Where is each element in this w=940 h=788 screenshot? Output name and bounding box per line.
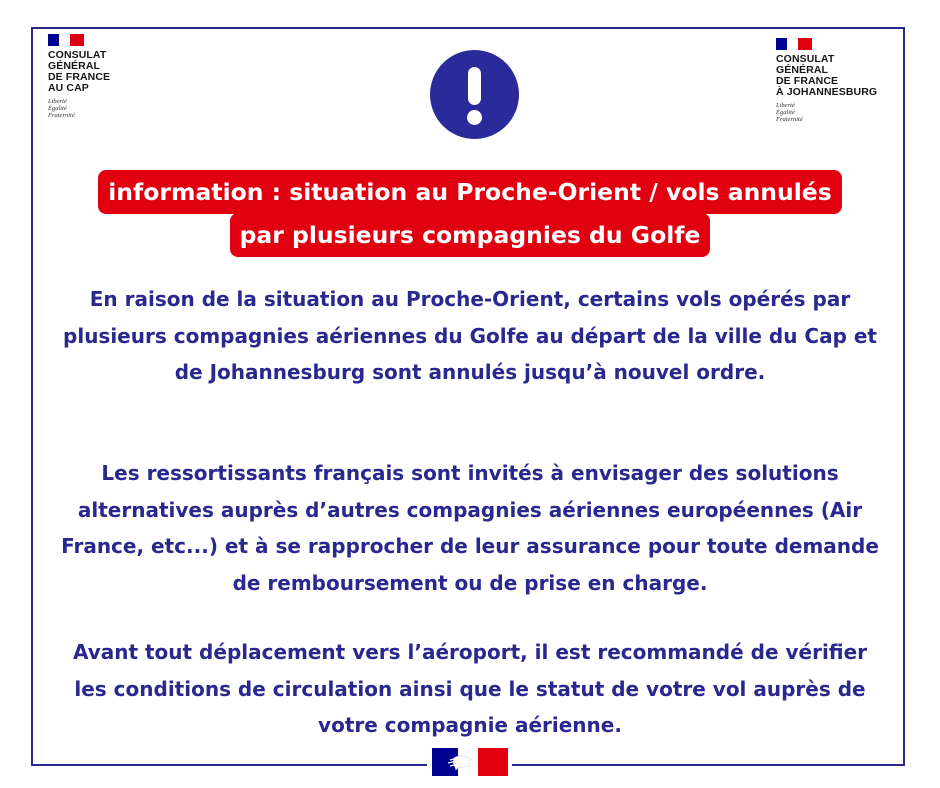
logo-motto bbox=[776, 102, 877, 123]
logo-org-line: À JOHANNESBURG bbox=[776, 86, 878, 98]
exclamation-icon bbox=[430, 50, 519, 139]
logo-consulat-johannesburg bbox=[776, 38, 877, 123]
logo-org-line: AU CAP bbox=[48, 82, 89, 94]
headline-line-1: information : situation au Proche-Orient / vols annulés bbox=[98, 170, 842, 214]
frame-bottom-line-right bbox=[512, 764, 905, 766]
marianne-flag-icon bbox=[428, 744, 512, 780]
frame-bottom-line-left bbox=[31, 764, 427, 766]
logo-org-line: DE FRANCE bbox=[48, 71, 111, 83]
exclamation-bar bbox=[468, 67, 481, 105]
motto-line: Fraternité bbox=[48, 112, 75, 119]
paragraph-before-travel: Avant tout déplacement vers l’aéroport, il est recommandé de vérifier les conditions de circulation ainsi que le statut de votre vol auprès de votre compagnie aérienne. bbox=[72, 640, 868, 737]
logo-org-name bbox=[48, 50, 110, 94]
motto-line: Fraternité bbox=[776, 116, 803, 123]
motto-line: Liberté bbox=[48, 98, 67, 105]
logo-org-line: GÉNÉRAL bbox=[776, 64, 829, 76]
logo-org-line: DE FRANCE bbox=[776, 75, 839, 87]
headline-line-1-wrap bbox=[67, 170, 873, 214]
headline-line-2: par plusieurs compagnies du Golfe bbox=[230, 213, 711, 257]
logo-org-line: CONSULAT bbox=[776, 53, 835, 65]
exclamation-dot bbox=[467, 110, 482, 125]
logo-motto bbox=[48, 98, 110, 119]
logo-org-name bbox=[776, 54, 877, 98]
motto-line: Égalité bbox=[48, 105, 67, 112]
logo-consulat-le-cap bbox=[48, 34, 110, 119]
headline-line-2-wrap bbox=[211, 213, 729, 257]
french-flag-icon bbox=[776, 38, 812, 50]
logo-org-line: CONSULAT bbox=[48, 49, 107, 61]
french-flag-icon bbox=[48, 34, 84, 46]
logo-org-line: GÉNÉRAL bbox=[48, 60, 101, 72]
paragraph-flights-cancelled: En raison de la situation au Proche-Orient, certains vols opérés par plusieurs compagnies aériennes du Golfe au départ de la ville du Cap et de Johannesburg sont annulés jusqu’à nouvel ordre. bbox=[63, 287, 877, 384]
motto-line: Égalité bbox=[776, 109, 795, 116]
motto-line: Liberté bbox=[776, 102, 795, 109]
paragraph-alternatives: Les ressortissants français sont invités à envisager des solutions alternatives auprès d’autres compagnies aériennes européennes (Air France, etc...) et à se rapprocher de leur assurance pour toute demande de remboursement ou de prise en charge. bbox=[61, 461, 879, 595]
